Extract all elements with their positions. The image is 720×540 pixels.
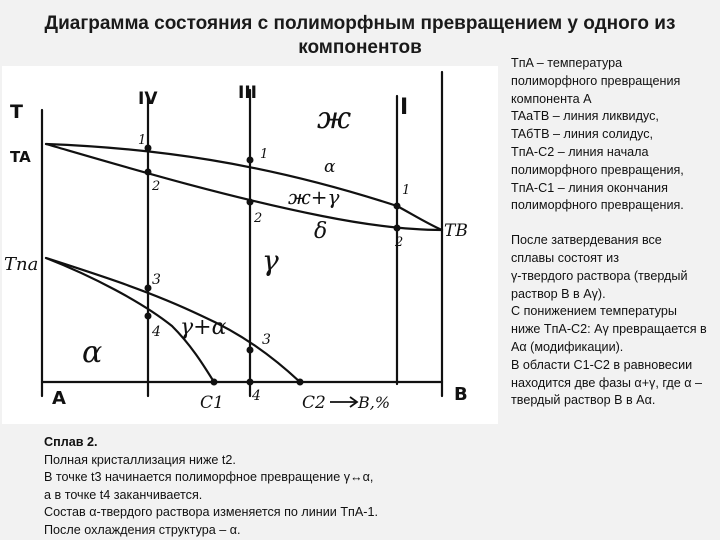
- point-1-i: [394, 203, 401, 210]
- label-pt-2-iv: 2: [152, 179, 161, 194]
- explanation-line-1: После затвердевания все сплавы состоят из: [511, 233, 662, 265]
- region-gamma: γ: [262, 244, 279, 277]
- point-c1: [211, 379, 218, 386]
- legend-line-tpa: TпA – температура полиморфного превращения компонента А: [511, 56, 681, 106]
- region-liquid: ж: [317, 101, 352, 136]
- point-c2: [297, 379, 304, 386]
- label-pt-1-i: 1: [402, 183, 411, 198]
- alloy-note-line: а в точке t4 заканчивается.: [44, 487, 203, 502]
- label-tb: TB: [444, 221, 468, 241]
- explanation-line-2: γ-твердого раствора (твердый раствор В в Аγ).: [511, 268, 688, 301]
- label-alloy-iv: IV: [138, 89, 158, 109]
- label-pt-3-iii: 3: [262, 332, 271, 348]
- point-2-iv: [145, 169, 152, 176]
- alloy-note-line: Полная кристаллизация ниже t2.: [44, 452, 236, 467]
- label-pt-1-iv: 1: [138, 133, 147, 148]
- point-3-iv: [145, 285, 152, 292]
- label-point-b: B: [454, 384, 468, 405]
- point-4-iv: [145, 313, 152, 320]
- region-gamma-alpha: γ+α: [180, 315, 227, 340]
- label-c2: C2: [302, 393, 326, 413]
- label-pt-2-iii: 2: [254, 211, 263, 226]
- point-2-iii: [247, 199, 254, 206]
- label-ta: TA: [10, 148, 31, 166]
- page-title: Диаграмма состояния с полиморфным превращением у одного из компонентов: [44, 13, 676, 58]
- label-point-a: A: [52, 388, 66, 409]
- explanation-line-4: В области С1-С2 в равновесии находится две фазы α+γ, где α – твердый раствор В в Аα.: [511, 357, 703, 408]
- alloy-note-line: После охлаждения структура – α.: [44, 522, 241, 537]
- legend-line-solidus: TAбTB – линия солидус,: [511, 127, 654, 142]
- arrow-b-percent: [330, 397, 357, 407]
- point-1-iii: [247, 157, 254, 164]
- label-axis-t: T: [10, 101, 23, 123]
- label-tpa: Tпа: [4, 254, 39, 275]
- region-delta: δ: [314, 219, 328, 244]
- explanation-line-3: С понижением температуры ниже TпA-C2: Аγ превращается в Аα (модификации).: [511, 304, 707, 354]
- point-2-i: [394, 225, 401, 232]
- alloy-note-line: В точке t3 начинается полиморфное превращение γ↔α,: [44, 470, 374, 485]
- alloy-note: [44, 434, 464, 540]
- label-alloy-iii: III: [238, 83, 257, 103]
- liquidus-line: [46, 144, 442, 230]
- point-3-iii: [247, 347, 254, 354]
- label-alloy-i: I: [400, 95, 409, 120]
- legend-panel: [511, 55, 707, 410]
- point-4-iii: [247, 379, 254, 386]
- label-pt-4-iii: 4: [252, 388, 261, 404]
- region-alpha-top: α: [324, 157, 336, 177]
- legend-spacer: [511, 215, 707, 232]
- legend-line-liquidus: TAaTB – линия ликвидус,: [511, 109, 659, 124]
- region-alpha: α: [82, 335, 103, 370]
- region-liquid-gamma: ж+γ: [288, 185, 340, 209]
- label-c1: C1: [200, 393, 224, 413]
- label-pt-3-iv: 3: [152, 272, 161, 288]
- label-pt-2-i: 2: [395, 235, 404, 250]
- phase-diagram: [2, 66, 498, 424]
- alloy-note-line: Состав α-твердого раствора изменяется по линии TпA-1.: [44, 505, 378, 520]
- legend-line-end: TпA-C1 – линия окончания полиморфного превращения.: [511, 180, 684, 213]
- solidus-line: [46, 144, 442, 230]
- label-pt-1-iii: 1: [260, 147, 269, 162]
- label-pt-4-iv: 4: [152, 324, 161, 340]
- legend-line-start: TпA-C2 – линия начала полиморфного превращения,: [511, 144, 684, 177]
- label-axis-b-percent: B,%: [358, 393, 391, 412]
- alloy-note-heading: Сплав 2.: [44, 435, 98, 449]
- phase-diagram-svg: [2, 66, 498, 424]
